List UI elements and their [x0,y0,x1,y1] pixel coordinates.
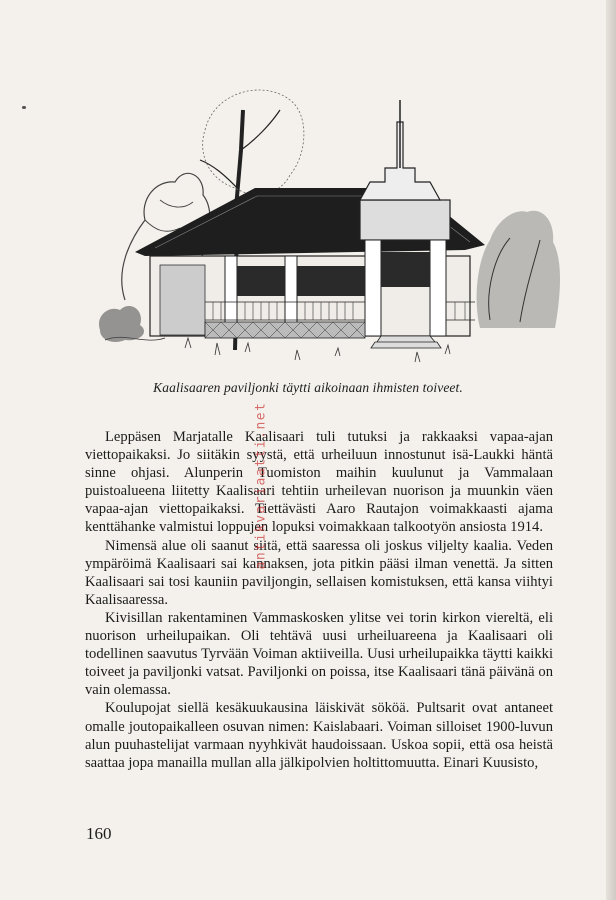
pavilion-illustration [85,70,565,370]
page-edge [606,0,616,900]
article-body [85,428,553,772]
watermark [251,370,271,600]
watermark-text: antikvariaatti.net [253,401,269,569]
paragraph: Koulupojat siellä kesäkuukausina läiskivät sököä. Pultsarit ovat antaneet omalle joutopaikalleen osuvan nimen: Kaislabaari. Voiman silloiset 1900-luvun alun puuhastelijat varmaan nyyhkivät haudoissaan. Uskoa sopii, että osa heistä saattaa jopa manailla mullan alla jälkipolvien holtittomuutta. Einari Kuusisto, [85,700,553,771]
paragraph: Nimensä alue oli saanut siitä, että saaressa oli joskus viljelty kaalia. Veden ympäröimä Kaalisaari sai kannaksen, jota pitkin pääsi ilman venettä. Ja sitten Kaalisaari sai tosi kauniin paviljongin, sellaisen komistuksen, että kansa viihtyi Kaalisaaressa. [85,537,553,608]
paragraph: Leppäsen Marjatalle Kaalisaari tuli tutuksi ja rakkaaksi vapaa-ajan viettopaikaksi. Jo siitäkin syystä, että urheiluun innostunut isä-Laukki häntä sinne ohjasi. Alunperin Tuomiston maihin kuulunut ja Vammalaan puistoalueena liitetty Kaalisaari tehtiin urheilevan nuorison ja muunkin väen vapaa-ajan viettopaikaksi. Tiettävästi Aaro Rautajon voimakkaasti ajama kenttähanke valmistui loppujen lopuksi voimakkaan talkootyön ansiosta 1914. [85,429,553,536]
illustration-caption: Kaalisaaren paviljonki täytti aikoinaan ihmisten toiveet. [153,380,463,395]
page-number: 160 [86,824,112,843]
paper-speck [22,106,26,109]
paragraph: Kivisillan rakentaminen Vammaskosken ylitse vei torin kirkon viereltä, eli nuorison urheilupaikan. Oli tehtävä uusi urheiluareena ja Kaalisaari oli todellinen saavutus Tyrvään Voiman aktiiveilla. Uusi urheilupaikka täytti kaikki toiveet ja paviljonki vatsat. Paviljonki on poissa, itse Kaalisaari tänä päivänä on vain olemassa. [85,609,553,699]
